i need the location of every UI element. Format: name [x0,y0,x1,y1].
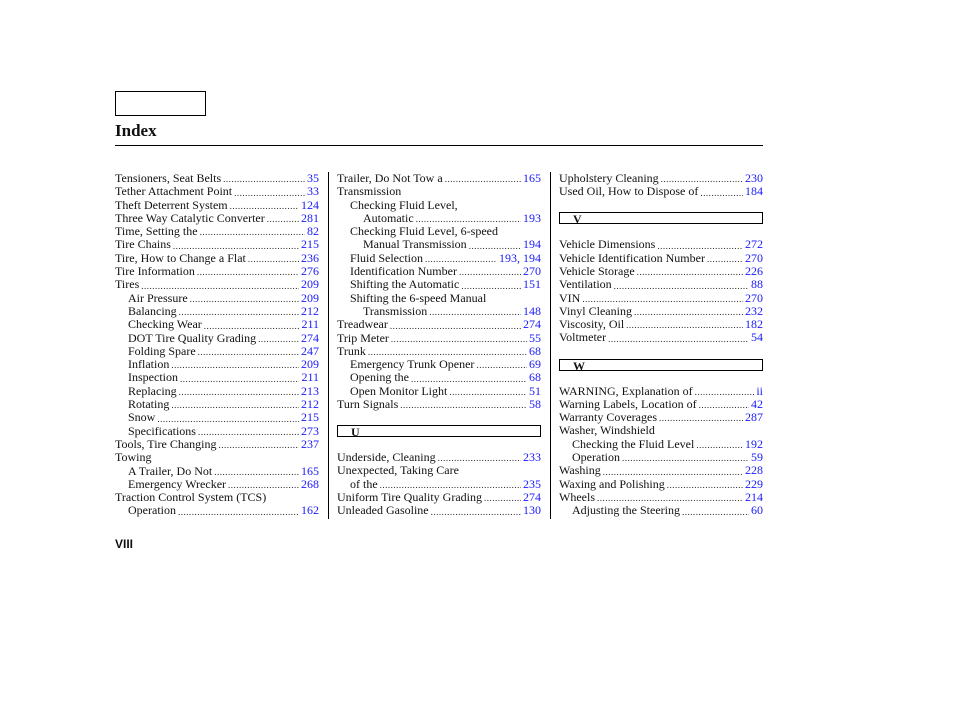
index-page-link[interactable]: 82 [307,225,319,239]
section-spacer [559,371,763,384]
index-page-link[interactable]: 270 [745,251,763,265]
index-entry-label: Manual Transmission [363,238,467,252]
dot-leader [626,320,743,331]
index-entry[interactable] [337,478,541,491]
index-entry [337,292,541,305]
index-entry[interactable] [115,172,319,185]
index-entry-label: Washing [559,464,601,478]
dot-leader [179,307,299,318]
index-entry[interactable] [115,292,319,305]
dot-leader [603,467,743,478]
dot-leader [582,294,743,305]
index-entry-label: Folding Spare [128,344,196,358]
section-letter-v: V [559,212,763,224]
index-page-link[interactable]: 192 [745,437,763,451]
dot-leader [661,174,743,185]
index-page-link[interactable]: 229 [745,477,763,491]
index-entry-label: Trip Meter [337,331,389,345]
section-spacer [559,225,763,238]
index-entry [115,491,319,504]
index-entry[interactable] [559,238,763,251]
index-entry[interactable] [337,252,541,265]
dot-leader [230,201,299,212]
index-page-link[interactable]: 268 [301,477,319,491]
index-page-link[interactable]: 215 [301,238,319,252]
dot-leader [461,281,521,292]
index-entry[interactable] [115,225,319,238]
index-page-link[interactable]: 42 [751,397,763,411]
index-entry-label: Ventilation [559,278,612,292]
index-entry[interactable] [115,425,319,438]
section-letter-u: U [337,425,541,437]
index-page-link[interactable]: 236 [301,251,319,265]
index-page-link[interactable]: 273 [301,424,319,438]
index-entry-label: Emergency Trunk Opener [350,358,475,372]
index-entry-label: Shifting the Automatic [350,278,460,292]
index-entry[interactable] [115,252,319,265]
dot-leader [438,453,521,464]
dot-leader [469,241,521,252]
index-page-link[interactable]: 272 [745,238,763,252]
index-page-link[interactable]: 194 [523,238,541,252]
index-entry[interactable] [559,491,763,504]
index-entry-label: WARNING, Explanation of [559,384,693,398]
index-entry[interactable] [115,185,319,198]
index-page-link[interactable]: 124 [301,198,319,212]
dot-leader [228,480,299,491]
dot-leader [204,321,300,332]
index-entry[interactable] [559,504,763,517]
index-entry[interactable] [115,438,319,451]
index-entry[interactable] [115,199,319,212]
index-entry [337,464,541,477]
index-entry[interactable] [115,212,319,225]
index-page-link[interactable]: 148 [523,304,541,318]
page-number: VIII [115,537,134,551]
index-page-link[interactable]: 88 [751,278,763,292]
index-page-link[interactable]: 235 [523,477,541,491]
dot-leader [214,467,299,478]
index-entry[interactable] [115,411,319,424]
index-page-link[interactable]: 59 [751,451,763,465]
index-entry[interactable] [337,398,541,411]
dot-leader [637,267,743,278]
dot-leader [700,188,743,199]
index-page-link[interactable]: 247 [301,344,319,358]
index-page-link[interactable]: 209 [301,291,319,305]
index-entry[interactable] [559,185,763,198]
page-title: Index [115,121,157,140]
index-entry-label: Treadwear [337,318,388,332]
dot-leader [234,188,305,199]
dot-leader [219,440,299,451]
index-entry[interactable] [337,345,541,358]
index-entry[interactable] [115,478,319,491]
index-entry[interactable] [337,332,541,345]
index-page-link[interactable]: 270 [745,291,763,305]
dot-leader [614,281,749,292]
section-tab-box [115,91,206,116]
index-page-link[interactable]: 274 [523,318,541,332]
dot-leader [368,347,527,358]
index-page-link[interactable]: 51 [529,384,541,398]
dot-leader [634,307,743,318]
index-entry[interactable] [115,332,319,345]
index-entry-label: Opening the [350,371,409,385]
index-entry-label: Warranty Coverages [559,411,657,425]
index-page-link[interactable]: 33 [307,185,319,199]
index-entry[interactable] [559,385,763,398]
index-entry[interactable] [337,318,541,331]
index-page-link[interactable]: 58 [529,398,541,412]
section-spacer [559,345,763,358]
index-entry[interactable] [337,265,541,278]
index-entry[interactable] [559,305,763,318]
dot-leader [171,400,299,411]
index-entry [115,451,319,464]
index-page-link[interactable]: 35 [307,172,319,185]
dot-leader [200,227,305,238]
index-page-link[interactable]: 182 [745,318,763,332]
index-page-link[interactable]: ii [756,384,763,398]
section-spacer [337,411,541,424]
dot-leader [223,174,305,185]
index-page-link[interactable]: 60 [751,504,763,518]
dot-leader [380,480,521,491]
index-entry [559,424,763,437]
index-entry-label: Vinyl Cleaning [559,304,632,318]
index-entry [337,185,541,198]
index-column-2 [337,172,551,519]
index-entry-label: Tire Information [115,265,195,279]
index-page-link[interactable]: 130 [523,504,541,518]
dot-leader [198,347,299,358]
dot-leader [608,334,749,345]
index-entry-label: Underside, Cleaning [337,451,436,465]
dot-leader [197,267,299,278]
index-entry-label: Open Monitor Light [350,384,448,398]
index-entry-label: Checking Fluid Level, [350,198,458,212]
index-page-link[interactable]: 226 [745,264,763,278]
index-entry[interactable] [115,238,319,251]
index-entry[interactable] [337,172,541,185]
index-entry[interactable] [115,305,319,318]
index-entry-label: Snow [128,411,156,425]
index-entry[interactable] [337,451,541,464]
dot-leader [390,321,521,332]
index-page-link[interactable]: 162 [301,504,319,518]
dot-leader [248,254,299,265]
index-entry[interactable] [337,212,541,225]
index-page-link[interactable]: 270 [523,265,541,279]
index-entry-label: VIN [559,291,581,305]
index-page-link[interactable]: 193 [523,211,541,225]
index-entry-label: Unleaded Gasoline [337,504,429,518]
index-entry [337,225,541,238]
title-divider [115,145,763,146]
index-entry[interactable] [115,398,319,411]
dot-leader [157,414,299,425]
index-page-link[interactable]: 209 [301,278,319,292]
index-entry-label: Theft Deterrent System [115,198,228,212]
section-spacer [337,438,541,451]
index-page-link[interactable]: 54 [751,331,763,345]
index-page-link[interactable]: 211 [301,318,319,332]
index-entry-label: Uniform Tire Quality Grading [337,491,482,505]
index-entry-label: Transmission [337,185,402,199]
index-entry-label: Transmission [363,304,428,318]
index-column-3 [559,172,763,519]
index-page-link[interactable]: 55 [529,331,541,345]
dot-leader [178,507,299,518]
dot-leader [695,387,755,398]
index-page-link[interactable]: 68 [529,371,541,385]
dot-leader [173,241,299,252]
index-entry[interactable] [115,371,319,384]
dot-leader [707,254,743,265]
dot-leader [431,507,521,518]
dot-leader [682,507,749,518]
index-entry-label: Wheels [559,490,595,504]
index-page-link[interactable]: 193, 194 [499,251,541,265]
index-entry-label: Towing [115,451,152,465]
index-entry-label: Inflation [128,358,170,372]
index-entry[interactable] [559,451,763,464]
index-entry[interactable] [337,358,541,371]
dot-leader [449,387,527,398]
dot-leader [699,400,749,411]
index-entry[interactable] [337,371,541,384]
dot-leader [696,440,743,451]
index-page-link[interactable]: 212 [301,398,319,412]
index-entry-label: of the [350,477,378,491]
index-page-link[interactable]: 287 [745,411,763,425]
index-entry-label: Unexpected, Taking Care [337,464,459,478]
index-entry-label: Identification Number [350,265,457,279]
index-entry[interactable] [559,292,763,305]
index-entry-label: Vehicle Identification Number [559,251,705,265]
dot-leader [659,413,743,424]
dot-leader [258,334,299,345]
section-spacer [559,199,763,212]
index-page-link[interactable]: 214 [745,490,763,504]
index-entry[interactable] [115,385,319,398]
index-entry-label: Fluid Selection [350,251,423,265]
dot-leader [657,241,743,252]
dot-leader [459,267,521,278]
index-entry-label: Emergency Wrecker [128,477,227,491]
index-entry-label: Tools, Tire Changing [115,437,217,451]
index-page-link[interactable]: 228 [745,464,763,478]
index-entry-label: Tire, How to Change a Flat [115,251,246,265]
index-entry[interactable] [559,478,763,491]
index-entry-label: Rotating [128,398,170,412]
index-entry-label: Time, Setting the [115,225,198,239]
index-entry-label: Vehicle Dimensions [559,238,656,252]
index-entry-label: Vehicle Storage [559,264,635,278]
index-entry[interactable] [337,238,541,251]
index-page-link[interactable]: 69 [529,358,541,372]
index-entry-label: Upholstery Cleaning [559,172,659,185]
index-page-link[interactable]: 274 [301,331,319,345]
dot-leader [411,374,527,385]
dot-leader [622,453,749,464]
index-entry-label: A Trailer, Do Not [128,464,213,478]
dot-leader [179,387,299,398]
dot-leader [429,307,521,318]
index-page-link[interactable]: 212 [301,304,319,318]
dot-leader [141,281,299,292]
index-entry[interactable] [115,318,319,331]
index-page-link[interactable]: 165 [523,172,541,185]
index-entry[interactable] [559,464,763,477]
dot-leader [667,480,743,491]
index-page-link[interactable]: 151 [523,278,541,292]
index-entry-label: Viscosity, Oil [559,318,625,332]
index-entry-label: Adjusting the Steering [572,504,680,518]
index-entry-label: Shifting the 6-speed Manual [350,291,487,305]
dot-leader [171,360,299,371]
index-page-link[interactable]: 232 [745,304,763,318]
dot-leader [445,174,521,185]
dot-leader [391,334,527,345]
index-entry [337,199,541,212]
dot-leader [180,374,299,385]
dot-leader [597,493,743,504]
index-entry[interactable] [559,438,763,451]
index-entry-label: Three Way Catalytic Converter [115,211,265,225]
index-entry-label: Waxing and Polishing [559,477,665,491]
section-letter-w: W [559,359,763,371]
index-entry-label: Used Oil, How to Dispose of [559,185,699,199]
index-entry-label: Balancing [128,304,177,318]
index-entry-label: Checking Fluid Level, 6-speed [350,225,498,239]
index-entry[interactable] [559,398,763,411]
dot-leader [416,214,521,225]
index-page-link[interactable]: 213 [301,384,319,398]
index-entry-label: Voltmeter [559,331,607,345]
index-entry-label: DOT Tire Quality Grading [128,331,257,345]
index-entry-label: Tire Chains [115,238,171,252]
index-entry[interactable] [115,358,319,371]
index-entry[interactable] [559,252,763,265]
index-page-link[interactable]: 237 [301,437,319,451]
index-entry[interactable] [337,504,541,517]
dot-leader [267,214,299,225]
index-entry-label: Inspection [128,371,178,385]
index-entry-label: Tires [115,278,140,292]
dot-leader [198,427,299,438]
index-entry[interactable] [115,345,319,358]
index-entry[interactable] [559,318,763,331]
index-entry-label: Air Pressure [128,291,188,305]
index-page-link[interactable]: 209 [301,358,319,372]
index-entry-label: Tether Attachment Point [115,185,233,199]
index-entry-label: Replacing [128,384,177,398]
index-entry[interactable] [559,411,763,424]
index-entry[interactable] [115,278,319,291]
index-entry-label: Trunk [337,344,366,358]
dot-leader [484,493,521,504]
index-entry[interactable] [115,265,319,278]
index-page-link[interactable]: 230 [745,172,763,185]
index-entry-label: Specifications [128,424,196,438]
index-entry-label: Operation [572,451,620,465]
index-page-link[interactable]: 233 [523,451,541,465]
index-entry[interactable] [559,265,763,278]
index-entry[interactable] [559,278,763,291]
index-page-link[interactable]: 274 [523,491,541,505]
index-entry-label: Turn Signals [337,398,399,412]
index-entry-label: Tensioners, Seat Belts [115,172,222,185]
index-entry-label: Washer, Windshield [559,424,655,438]
index-entry-label: Warning Labels, Location of [559,397,697,411]
index-page-link[interactable]: 184 [745,185,763,199]
dot-leader [400,400,527,411]
index-page-link[interactable]: 215 [301,411,319,425]
index-page-link[interactable]: 281 [301,211,319,225]
index-page-link[interactable]: 276 [301,265,319,279]
index-page-link[interactable]: 211 [301,371,319,385]
dot-leader [425,254,497,265]
index-page-link[interactable]: 165 [301,464,319,478]
index-entry-label: Checking Wear [128,318,202,332]
index-entry[interactable] [115,504,319,517]
dot-leader [190,294,299,305]
index-entry-label: Automatic [363,211,414,225]
dot-leader [476,360,527,371]
index-entry[interactable] [115,465,319,478]
index-entry[interactable] [337,491,541,504]
index-column-1 [115,172,329,519]
index-entry-label: Traction Control System (TCS) [115,491,267,505]
index-entry[interactable] [337,305,541,318]
index-entry[interactable] [337,385,541,398]
index-entry-label: Checking the Fluid Level [572,437,695,451]
index-entry-label: Trailer, Do Not Tow a [337,172,443,185]
index-entry[interactable] [559,172,763,185]
index-entry[interactable] [337,278,541,291]
index-entry[interactable] [559,331,763,344]
index-page-link[interactable]: 68 [529,344,541,358]
index-entry-label: Operation [128,504,176,518]
